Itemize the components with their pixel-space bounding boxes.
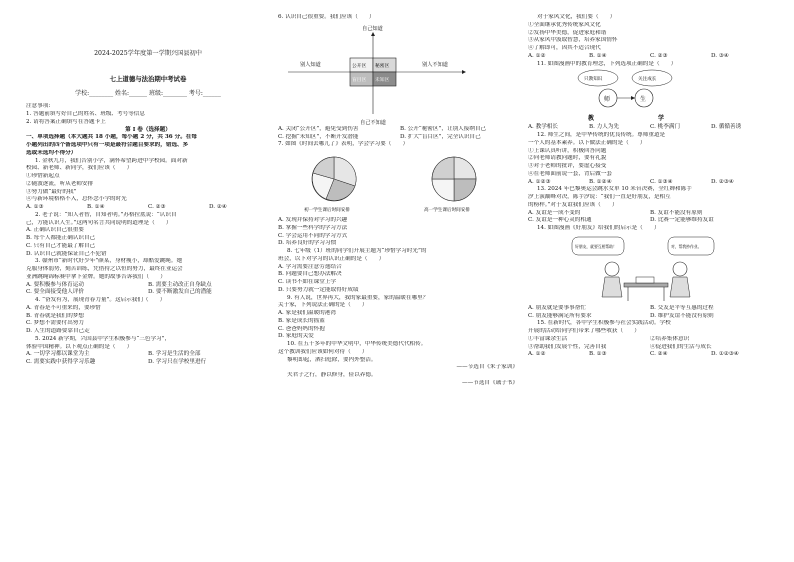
svg-text:盲目区: 盲目区 [352,77,367,83]
answer-choice[interactable]: D. 要不断激发自己的潜能 [148,289,212,296]
answer-choice[interactable]: A. 朋友就是要事事帮忙 [528,304,586,311]
answer-choice[interactable]: D. 认识自己就能保证自己不犯错 [26,250,107,257]
question-stem: 12. 师生之间，是中华传统的优良传统。尊师重道是 [537,132,666,138]
answer-choice[interactable]: A. 正确认识自己很重要 [26,227,84,234]
notice-item: 2. 请将答案正确填写在答题卡上 [26,118,106,125]
question-9 [278,295,522,342]
svg-text:秘密区: 秘密区 [375,63,390,69]
option-statement: ④了解即可，因其不适合现代 [528,45,601,51]
answer-choice[interactable]: B. 友谊不能没有原则 [650,209,703,216]
question-2 [26,212,270,259]
question-stem: 的榜样。”对于友谊我们应该（ ） [528,201,618,208]
answer-choice[interactable]: C. 需要实践中获得学习乐趣 [26,359,96,365]
answer-choice[interactable]: A. 家是我们温暖的港湾 [278,310,336,316]
option-statement: ④在老师面前说一套，背后做一套 [528,170,612,177]
window-label-right: 别人不知道 [422,61,448,68]
option-statement: ②培养集体意识 [650,335,690,342]
svg-text:未知区: 未知区 [375,77,390,83]
answer-choice[interactable]: C. 爸爸妈妈的怀抱 [278,325,325,332]
question-stem: 11. 如图漫画中的教育理念，下列选项正确的是（ ） [537,60,677,67]
answer-choice[interactable]: C. 读书不如在课堂上学 [278,279,336,285]
option-statement: ①上课认真听讲，积极回答问题 [528,147,607,154]
quote-source: ——节选自《诫子书》 [462,379,518,386]
answer-choice[interactable]: D. 学习只在学校里进行 [148,359,207,365]
question-5 [26,336,270,367]
quote-source: ——节选自《朱子家训》 [456,364,518,371]
option-statement: ③努力做“最好的我” [26,188,77,195]
question-stem: 13. 2024 年巴黎奥运会跳水女单 10 米台决赛，全红婵和陈芋 [537,186,692,193]
answer-choice[interactable]: C. ②③ [148,204,166,210]
friends-cartoon-figure [528,233,772,305]
question-stem: 亚洲跳绳锦标赛中拿下金牌。她的故事告诉我们（ ） [26,273,166,280]
question-12 [528,132,772,186]
column-right [528,14,772,359]
answer-choice[interactable]: A. ①② [528,52,546,59]
question-11 [528,61,772,133]
answer-choice[interactable]: D. 维护友谊不能没有原则 [650,312,714,319]
option-statement: ①全面继承优秀传统家风文化 [528,21,601,28]
option-statement: ③帮助我们发展个性，完善自我 [528,343,607,350]
answer-choice[interactable]: C. 桃李满门 [650,124,681,131]
question-stem: 2. 老子说：“知人者智，自知者明。”苏格拉底说：“认识自 [35,211,177,218]
answer-choice[interactable]: C. ②③ [650,52,668,59]
window-label-bottom: 自己不知道 [360,119,386,126]
answer-choice[interactable]: A. 一切学习都以课堂为主 [26,351,90,358]
svg-text:公开区: 公开区 [352,63,367,69]
answer-choice[interactable]: B. ①④ [87,204,105,210]
option-statement: ④促进我们的生活与成长 [650,343,712,350]
question-stem: 8. 七年级（1）班的同学们开展主题为“珍惜学习时光”的 [287,248,427,254]
column-left [26,14,270,367]
question-stem: 7. 如图《时间去哪儿了》表明，学会学习要（ ） [278,141,409,148]
question-stem: 一个人的基本素养。以下做法正确的是（ ） [528,139,646,146]
notice-heading: 注意事项: [26,103,51,110]
answer-choice[interactable]: B. 掌握一些科学的学习方法 [278,224,348,231]
answer-choice[interactable]: C. 友谊是一种心灵的相通 [528,217,592,224]
answer-choice[interactable]: D. 循循善诱 [711,124,742,131]
pie-left [312,157,356,201]
teaching-cartoon-figure [528,68,772,124]
answer-choice[interactable]: A. 要积极参与体育运动 [26,281,84,288]
question-3 [26,258,270,297]
answer-choice[interactable]: D. ②④ [209,204,227,210]
answer-choice[interactable]: B. 青春就是我们的梦想 [26,312,85,319]
question-stem: 班会，以下对学习的认识正确的是（ ） [278,255,385,262]
answer-choice[interactable]: A. 发现并保持对学习的兴趣 [278,217,348,223]
question-6 [278,14,522,141]
answer-choice[interactable]: D. 培养良好的学习习惯 [278,240,337,247]
question-stem: 己，方能认识人生。”这两句名言共同说明的道理是（ ） [26,219,172,226]
question-stem: 这个教训我们应该如何对待（ ） [278,348,368,355]
section-intro: 选或未选均不得分） [26,149,77,156]
pie-right [432,157,476,201]
exam-title: 2024-2025学年度第一学期兴国县初中 [94,50,202,57]
answer-choice[interactable]: C. 挖掘“未知区”，不断开发潜能 [278,133,359,140]
question-4 [26,297,270,336]
quote-text: 夫君子之行，静以修身，俭以养德。 [287,372,377,378]
johari-window-figure [278,22,522,126]
svg-text:师: 师 [604,96,611,104]
question-stem: 体验中国精神。以下观点正确的是（ ） [26,343,133,350]
answer-choice[interactable]: D. 比赛一定能够维持友谊 [650,217,714,224]
answer-choice[interactable]: B. 需要主动改正自身缺点 [148,281,212,288]
svg-text:只教知识: 只教知识 [584,77,603,83]
svg-text:生: 生 [640,96,647,104]
answer-choice[interactable]: B. 家是成长的摇篮 [278,317,325,324]
desk [624,283,668,287]
time-pie-figure [278,149,522,217]
question-stem: 10. 在五千多年的中华文明中，中华传统美德代代相传。 [287,341,427,347]
option-statement: ②发扬中华美德，促进家庭和谐 [528,29,607,36]
answer-choice[interactable]: A. ①③ [26,204,44,210]
answer-choice[interactable]: B. ①③ [589,351,607,358]
question-stem: 15. 在新时代，各中学生积极参与社会实践活动。学校 [537,320,671,327]
answer-choice[interactable]: C. 梦想不需要付出努力 [26,320,84,327]
option-statement: ③对于老师的批评，要虚心接受 [528,163,607,169]
svg-text:学: 学 [658,115,665,123]
question-8 [278,248,522,295]
svg-text:教: 教 [588,115,595,123]
pie-caption-left: 初一学生课后时间安排 [304,208,350,213]
option-statement: ②随波逐流，听从老师安排 [26,180,94,187]
answer-choice[interactable]: B. 每个人都能正确认识自己 [26,235,96,241]
pie-caption-right: 高一学生课后时间安排 [424,208,470,213]
question-7 [278,141,522,248]
notebook [636,277,654,283]
answer-choice[interactable]: A. 友谊是一成不变的 [528,209,581,216]
answer-choice[interactable]: A. 学习需要注意劳逸结合 [278,263,342,270]
exam-subtitle: 七上道德与法治期中考试卷 [109,74,187,83]
student-info-line: 学校:________ 姓名:______ 班级:________ 考号:______ [75,89,221,97]
answer-choice[interactable]: B. ①④ [589,52,607,59]
answer-choice[interactable]: D. ③④ [711,52,729,59]
question-stem: 汐上演巅峰对决，陈芋汐说：“我们一直是好朋友，是相互 [528,194,671,200]
answer-choice[interactable]: D. ②③④ [711,178,734,185]
question-13 [528,186,772,225]
student-left-head [605,262,619,276]
option-statement: ②向老师请教问题时，要有礼貌 [528,155,607,162]
question-10 [278,341,522,388]
answer-choice[interactable]: D. 人生的道路要靠自己走 [26,328,90,334]
answer-choice[interactable]: D. 只要努力就一定能取得好成绩 [278,286,359,293]
svg-text:对，帮我抄作业。: 对，帮我抄作业。 [671,243,702,249]
answer-choice[interactable]: C. 朋友能够满足所有要求 [528,312,592,319]
answer-choice[interactable]: A. 教学相长 [528,124,558,131]
answer-choice[interactable]: A. ①② [528,351,546,358]
answer-choice[interactable]: B. 公开“秘密区”，让别人接纳自己 [400,125,487,132]
answer-choice[interactable]: C. 只有自己才能最了解自己 [26,242,96,249]
option-statement: ④与新环境格格不入，总怀念小学的时光 [26,196,127,203]
answer-choice[interactable]: C. ①③④ [650,178,673,185]
column-middle [278,14,522,388]
question-stem: 关于家，下列说法正确的是（ ） [278,302,368,309]
answer-choice[interactable]: C. 学会运用不同的学习方式 [278,232,348,239]
student-right-head [673,262,687,276]
question-stem: 1. 金秋九月，我们告别小学，满怀希望跨进中学校园。面对新 [35,157,188,164]
answer-choice[interactable]: C. 要全面接受他人评价 [26,289,84,296]
answer-choice[interactable]: A. 青春是不可重来的，要珍惜 [26,304,101,311]
answer-choice[interactable]: B. 学习是生活的全部 [148,351,201,358]
svg-text:好朋友，就要互相帮助！: 好朋友，就要互相帮助！ [575,243,617,249]
option-statement: ①珍惜新起点 [26,173,60,179]
question-stem: 校园、新老师、新同学，我们应该（ ） [26,165,133,172]
part-heading: 第 I 卷（选择题） [125,126,171,133]
section-intro: 小题列出的四个备选项中只有一项是最符合题目要求的，错选、多 [26,142,189,148]
answer-choice[interactable]: D. 扩大“盲目区”，完全认识自己 [400,133,481,140]
question-stem: 3. 赣州市“新时代好少年”颜某，身材瘦小，却酷爱跳绳。她 [35,258,183,265]
question-stem: 4. “奋发有为，展现青春力量”。这启示我们（ ） [35,297,166,303]
question-stem: 对于家风文化，我们要（ ） [537,14,616,20]
question-stem: 9. 有人说，世界再大，我的家最重要，家的温暖在哪里？ [287,294,429,301]
svg-text:关注成长: 关注成长 [638,77,657,83]
option-statement: ③从家风中汲取智慧，培养家国情怀 [528,37,618,44]
answer-choice[interactable]: B. 交友是平等互惠的过程 [650,304,714,311]
answer-choice[interactable]: B. 问题要自己想办法解决 [278,271,342,278]
window-label-left: 别人知道 [300,61,321,68]
answer-choice[interactable]: A. ①②③ [528,178,551,185]
notice-item: 1. 答题前填写好自己的姓名、班级、考号等信息 [26,111,145,117]
window-label-top: 自己知道 [362,25,383,32]
question-1 [26,158,270,212]
option-statement: ①丰富课余生活 [528,335,568,342]
question-stem: 开展的活动给同学们带来了哪些收获（ ） [528,328,640,334]
answer-choice[interactable]: B. 力人为先 [589,124,620,131]
question-stem: 14. 如图漫画《好朋友》给我们的启示是（ ） [537,225,660,231]
answer-choice[interactable]: C. ②④ [650,351,668,358]
question-15 [528,320,772,359]
question-10-continued [528,14,772,61]
quote-text: 黎明即起，洒扫庭除，要内外整洁。 [287,356,377,363]
question-stem: 克服身体弱势，刻苦训练，凭借持之以恒的努力，最终在亚运会 [26,266,183,272]
answer-choice[interactable]: D. ①②③④ [711,351,739,358]
answer-choice[interactable]: B. ①②④ [589,178,612,185]
answer-choice[interactable]: D. 家庭的关爱 [278,333,314,340]
answer-choice[interactable]: A. 关闭“公开区”，避免受到伤害 [278,125,359,132]
question-14 [528,225,772,320]
question-stem: 6. 认识自己很重要。我们应该（ ） [278,14,375,20]
question-stem: 5. 2024 新学期，兴国县中学生积极参与“三色学习”， [35,335,171,342]
section-intro: 一、单项选择题（本大题共 18 小题，每小题 2 分，共 36 分。在每 [26,134,197,141]
